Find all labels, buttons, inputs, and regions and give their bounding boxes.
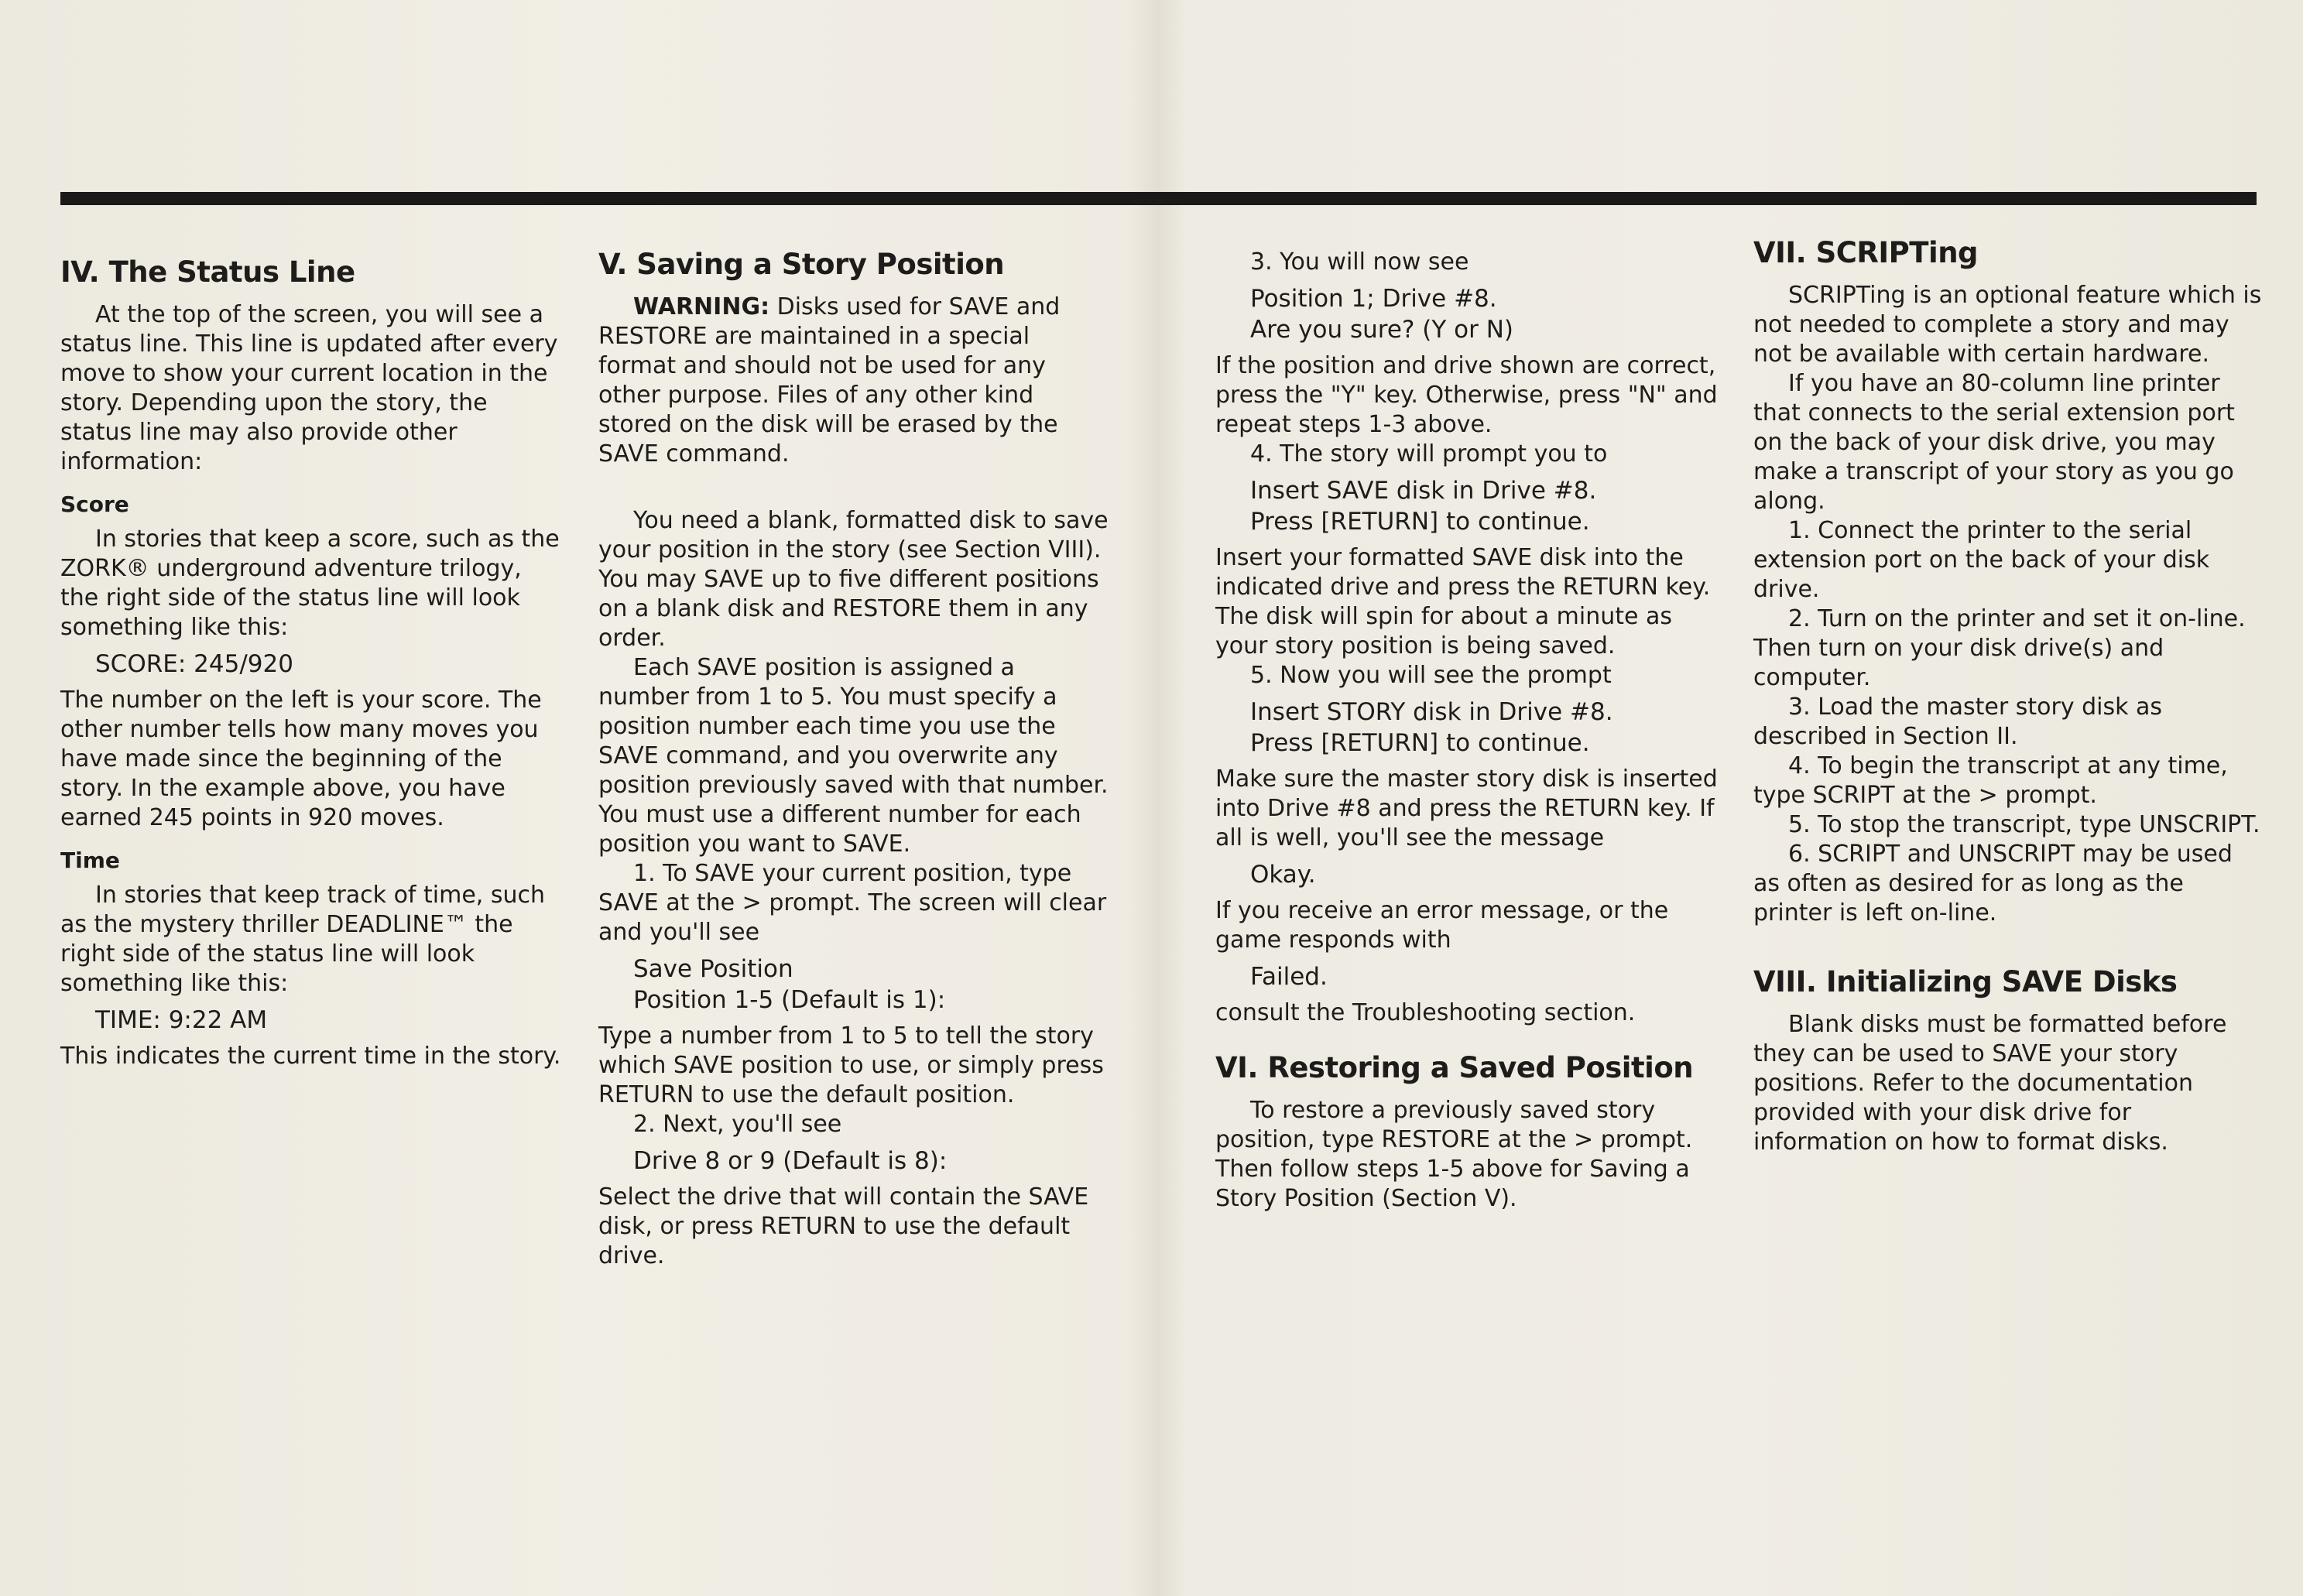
insert-save-disk-line-2: Press [RETURN] to continue.: [1250, 508, 1590, 536]
saving-step-3: 3. You will now see: [1250, 248, 1469, 276]
insert-save-disk-example: [1250, 475, 1719, 537]
score-explanation: The number on the left is your score. The other number tells how many moves you have made since the beginning of the story. In the example above, you have earned 245 points in 920 moves.: [60, 687, 542, 831]
column-saving-position: [598, 248, 1109, 1271]
scripting-paragraph-2: If you have an 80-column line printer that connects to the serial extension port on the back of your disk drive, you may make a transcript of your story as you go along.: [1753, 370, 2235, 515]
status-line-intro: At the top of the screen, you will see a status line. This line is updated after every move to show your current location in the story. Depending upon the story, the status line may also provide other information:: [60, 301, 558, 475]
failed-example: Failed.: [1250, 963, 1328, 991]
section-title-scripting: VII. SCRIPTing: [1753, 236, 1979, 269]
section-title-saving: V. Saving a Story Position: [598, 248, 1005, 281]
subheading-time: Time: [60, 848, 120, 873]
section-title-restoring: VI. Restoring a Saved Position: [1215, 1051, 1694, 1084]
save-position-example-line-2: Position 1-5 (Default is 1):: [633, 986, 946, 1014]
troubleshooting-paragraph: consult the Troubleshooting section.: [1215, 999, 1636, 1026]
saving-paragraph-1: You need a blank, formatted disk to save your position in the story (see Section VIII). You may SAVE up to five different positions on a blank disk and RESTORE them in any order.: [598, 507, 1109, 652]
master-disk-paragraph: Make sure the master story disk is inserted into Drive #8 and press the RETURN key. If all is well, you'll see the message: [1215, 765, 1718, 851]
subheading-score: Score: [60, 491, 129, 517]
saving-paragraph-4: Select the drive that will contain the SAVE disk, or press RETURN to use the default drive.: [598, 1183, 1089, 1269]
saving-step-5: 5. Now you will see the prompt: [1250, 662, 1612, 689]
insert-story-disk-line-2: Press [RETURN] to continue.: [1250, 729, 1590, 757]
top-rule-divider: [60, 192, 2257, 205]
saving-step-4: 4. The story will prompt you to: [1250, 440, 1608, 467]
section-title-initializing: VIII. Initializing SAVE Disks: [1753, 965, 2178, 998]
insert-story-disk-line-1: Insert STORY disk in Drive #8.: [1250, 698, 1613, 726]
confirm-paragraph: If the position and drive shown are correct, press the "Y" key. Otherwise, press "N" and repeat steps 1-3 above.: [1215, 352, 1718, 438]
restoring-paragraph: To restore a previously saved story position, type RESTORE at the > prompt. Then follow steps 1-5 above for Saving a Story Position (Section V).: [1215, 1097, 1693, 1212]
save-position-example-line-1: Save Position: [633, 955, 793, 983]
score-paragraph: In stories that keep a score, such as the ZORK® underground adventure trilogy, the right side of the status line will look something like this:: [60, 526, 560, 641]
confirm-example-line-1: Position 1; Drive #8.: [1250, 285, 1497, 313]
saving-step-1: 1. To SAVE your current position, type SAVE at the > prompt. The screen will clear and you'll see: [598, 860, 1107, 946]
error-paragraph: If you receive an error message, or the game responds with: [1215, 897, 1669, 954]
score-example: SCORE: 245/920: [95, 650, 293, 678]
confirm-example: [1250, 283, 1719, 345]
scripting-step-2: 2. Turn on the printer and set it on-line. Then turn on your disk drive(s) and computer.: [1753, 605, 2246, 691]
warning-label: WARNING:: [633, 293, 770, 320]
scripting-step-4: 4. To begin the transcript at any time, type SCRIPT at the > prompt.: [1753, 752, 2228, 809]
warning-paragraph: [598, 293, 1109, 469]
initializing-paragraph: Blank disks must be formatted before they can be used to SAVE your story positions. Refer to the documentation provided with your disk drive for information on how to format disks.: [1753, 1011, 2227, 1156]
column-status-line: [60, 255, 564, 1071]
insert-story-disk-example: [1250, 697, 1719, 759]
time-paragraph: In stories that keep track of time, such as the mystery thriller DEADLINE™ the right side of the status line will look something like this:: [60, 882, 546, 997]
saving-paragraph-2: Each SAVE position is assigned a number from 1 to 5. You must specify a position number each time you use the SAVE command, and you overwrite any position previously saved with that number. You must use a different number for each position you want to SAVE.: [598, 654, 1109, 858]
save-position-example: [633, 954, 1109, 1015]
scripting-step-1: 1. Connect the printer to the serial extension port on the back of your disk drive.: [1753, 517, 2210, 603]
scripting-paragraph-1: SCRIPTing is an optional feature which is not needed to complete a story and may not be available with certain hardware.: [1753, 282, 2262, 368]
column-saving-continued: [1215, 248, 1719, 1214]
drive-example: Drive 8 or 9 (Default is 8):: [633, 1147, 948, 1175]
scripting-step-6: 6. SCRIPT and UNSCRIPT may be used as often as desired for as long as the printer is left on-line.: [1753, 841, 2233, 926]
saving-step-2: 2. Next, you'll see: [633, 1111, 842, 1138]
insert-save-disk-line-1: Insert SAVE disk in Drive #8.: [1250, 477, 1597, 505]
okay-example: Okay.: [1250, 861, 1316, 889]
section-title-status-line: IV. The Status Line: [60, 255, 355, 289]
time-example: TIME: 9:22 AM: [95, 1006, 268, 1034]
warning-text: Disks used for SAVE and RESTORE are maintained in a special format and should not be used for any other purpose. Files of any other kind stored on the disk will be erased by the SAVE command.: [598, 293, 1061, 467]
saving-paragraph-3: Type a number from 1 to 5 to tell the story which SAVE position to use, or simply press RETURN to use the default position.: [598, 1022, 1104, 1108]
scripting-step-3: 3. Load the master story disk as described in Section II.: [1753, 694, 2163, 750]
confirm-example-line-2: Are you sure? (Y or N): [1250, 316, 1513, 344]
column-scripting: [1753, 236, 2264, 1157]
insert-save-paragraph: Insert your formatted SAVE disk into the indicated drive and press the RETURN key. The disk will spin for about a minute as your story position is being saved.: [1215, 544, 1711, 659]
scripting-step-5: 5. To stop the transcript, type UNSCRIPT.: [1788, 811, 2260, 838]
time-explanation: This indicates the current time in the story.: [60, 1043, 561, 1070]
